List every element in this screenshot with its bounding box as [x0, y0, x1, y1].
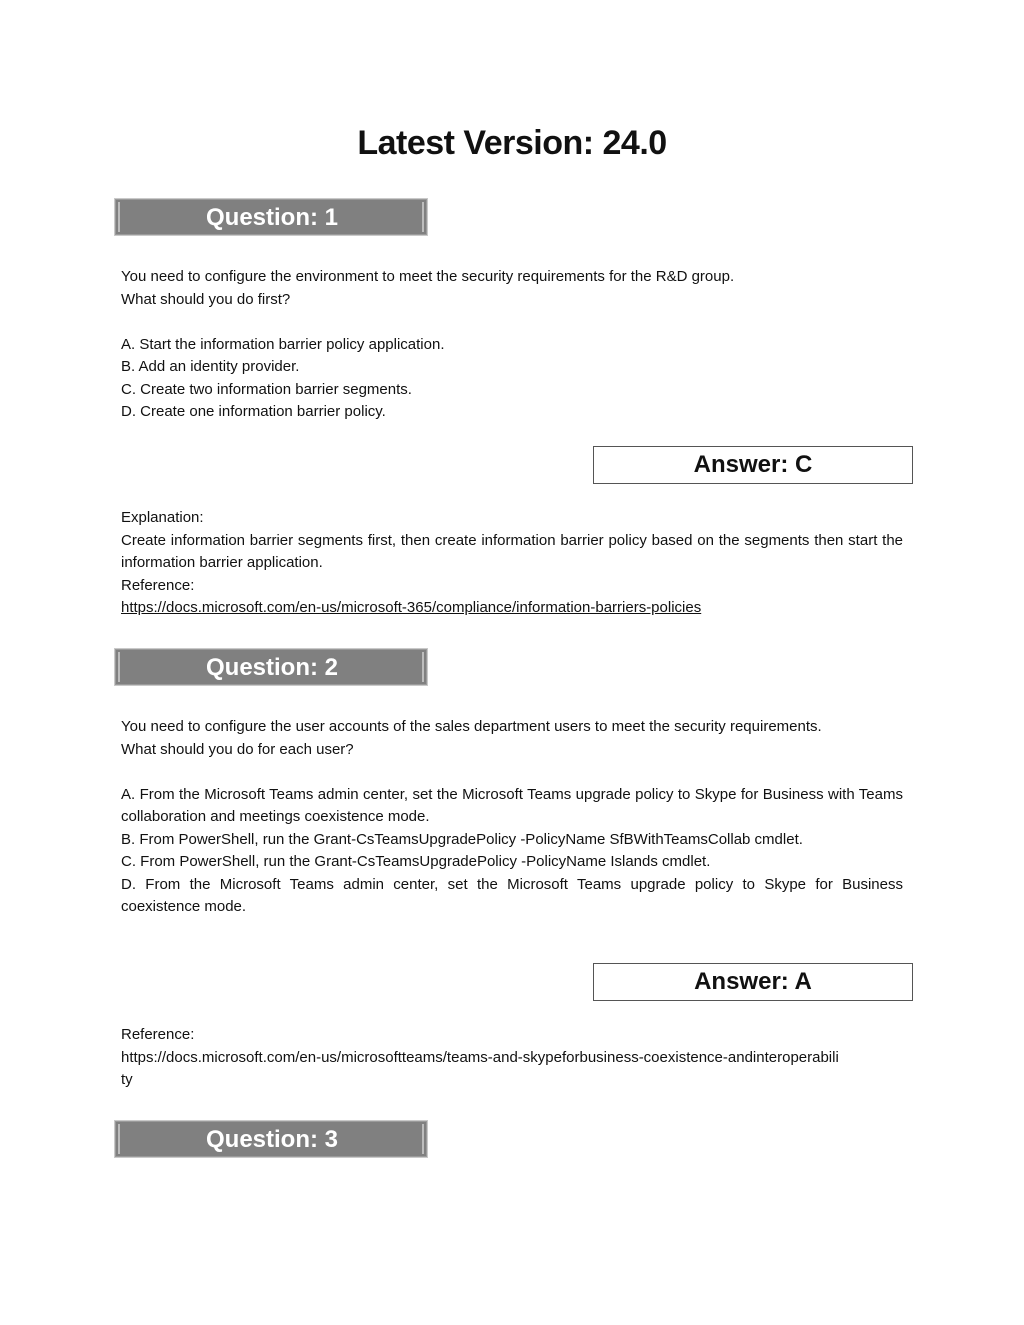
- question-1-body: [121, 266, 903, 424]
- question-2-reference-block: [121, 1024, 841, 1092]
- question-1-label: Question: 1: [205, 204, 338, 231]
- question-2-banner: [115, 649, 427, 685]
- question-2-answer-box: [593, 963, 913, 1001]
- question-2-prompt-line: What should you do for each user?: [121, 740, 354, 758]
- question-1-explanation-block: [121, 507, 903, 620]
- question-1-option-b: B. Add an identity provider.: [121, 358, 300, 375]
- reference-url-text: https://docs.microsoft.com/en-us/microsoftteams/teams-and-skypeforbusiness-coexistence-andinteroperability: [121, 1048, 839, 1088]
- question-2-option-c: C. From PowerShell, run the Grant-CsTeamsUpgradePolicy -PolicyName Islands cmdlet.: [121, 853, 711, 870]
- reference-link[interactable]: https://docs.microsoft.com/en-us/microsoft-365/compliance/information-barriers-policies: [121, 599, 702, 616]
- reference-label: Reference:: [121, 1026, 195, 1043]
- question-1-prompt-line: You need to configure the environment to meet the security requirements for the R&D group.: [121, 268, 735, 285]
- question-1-banner: [115, 199, 427, 235]
- question-3-label: Question: 3: [205, 1126, 338, 1153]
- reference-label: Reference:: [121, 576, 195, 594]
- question-2-prompt-line: You need to configure the user accounts of the sales department users to meet the security requirements.: [121, 718, 822, 735]
- question-2-body: [121, 716, 903, 919]
- question-1-option-c: C. Create two information barrier segments.: [121, 380, 412, 398]
- question-1-answer: Answer: C: [693, 451, 813, 478]
- question-1-option-d: D. Create one information barrier policy.: [121, 403, 386, 420]
- page-title: Latest Version: 24.0: [357, 124, 667, 162]
- explanation-label: Explanation:: [121, 509, 204, 526]
- question-1-option-a: A. Start the information barrier policy application.: [121, 335, 445, 353]
- question-2-label: Question: 2: [205, 654, 338, 681]
- question-2-option-d: D. From the Microsoft Teams admin center, set the Microsoft Teams upgrade policy to Skype for Business coexistence mode.: [121, 875, 903, 915]
- question-1-prompt-line: What should you do first?: [121, 290, 291, 308]
- question-2-option-b: B. From PowerShell, run the Grant-CsTeamsUpgradePolicy -PolicyName SfBWithTeamsCollab cmdlet.: [121, 830, 803, 848]
- question-1-answer-box: [593, 446, 913, 484]
- explanation-text: Create information barrier segments first, then create information barrier policy based on the segments then start the information barrier application.: [121, 531, 903, 571]
- question-2-answer: Answer: A: [694, 968, 812, 995]
- question-2-option-a: A. From the Microsoft Teams admin center, set the Microsoft Teams upgrade policy to Skype for Business with Teams collaboration and meetings coexistence mode.: [121, 785, 903, 825]
- question-3-banner: [115, 1121, 427, 1157]
